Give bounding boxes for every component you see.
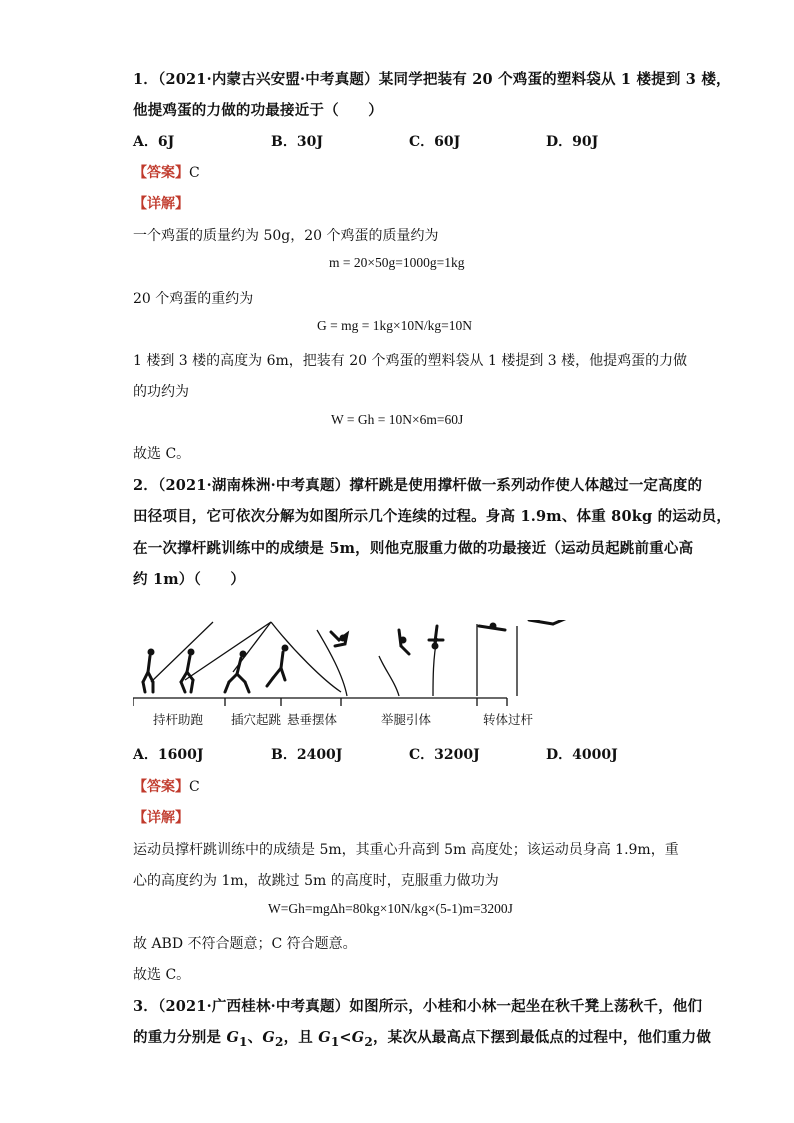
stage-label-take-off: 插穴起跳 [231,712,282,727]
q1-solution-line4: 的功约为 [133,384,189,400]
q1-option-d: D．90J [546,134,599,150]
q3-g2-sub: 2 [274,1034,284,1049]
stage-label-run-up: 持杆助跑 [153,712,204,727]
pole-vault-figure [133,620,573,732]
stage-label-turn-clear: 转体过杆 [483,712,534,727]
stage-label-hang-swing: 悬垂摆体 [287,712,338,727]
q2-equation-work: W=Gh=mgΔh=80kg×10N/kg×(5-1)m=3200J [268,901,513,916]
q3-sep: 、 [247,1029,263,1046]
q2-option-d: D．4000J [546,747,618,763]
q3-g2: G [262,1029,275,1046]
q3-g2-cmp: G [351,1029,365,1046]
q2-conclusion: 故选 C。 [133,967,191,983]
stage-label-leg-raise: 举腿引体 [381,712,432,727]
q3-stem-text-b: ，且 [283,1029,319,1046]
q1-equation-work: W = Gh = 10N×6m=60J [331,412,464,427]
q2-answer-value: C [189,779,200,795]
q2-solution-line2: 心的高度约为 1m，故跳过 5m 的高度时，克服重力做功为 [133,873,499,889]
q1-answer-value: C [189,165,200,181]
q3-stem-line2 [133,1026,711,1049]
q1-option-b: B．30J [271,134,323,150]
q1-detail-label: 【详解】 [133,196,189,212]
q1-solution-line3: 1 楼到 3 楼的高度为 6m，把装有 20 个鸡蛋的塑料袋从 1 楼提到 3 楼，他提鸡蛋的力做 [133,353,688,369]
q2-stem-line1: 2．（2021·湖南株洲·中考真题）撑杆跳是使用撑杆做一系列动作使人体越过一定高度的 [133,477,703,494]
q3-g1-cmp-sub: 1 [330,1034,340,1049]
q1-answer [133,162,200,182]
q1-equation-weight: G = mg = 1kg×10N/kg=10N [317,318,472,333]
q2-stem-line4: 约 1m）（ ） [133,571,246,588]
q1-equation-mass: m = 20×50g=1000g=1kg [329,255,465,270]
q2-stem-line3: 在一次撑杆跳训练中的成绩是 5m，则他克服重力做的功最接近（运动员起跳前重心高 [133,540,694,557]
q2-option-b: B．2400J [271,747,343,763]
q2-detail-label: 【详解】 [133,810,189,826]
q2-stem-line2: 田径项目，它可依次分解为如图所示几个连续的过程。身高 1.9m、体重 80kg 的运动员， [133,508,732,525]
q3-g1-cmp: G [318,1029,331,1046]
q2-option-a: A．1600J [133,747,204,763]
q1-solution-line2: 20 个鸡蛋的重约为 [133,291,254,307]
q1-option-a: A．6J [133,134,175,150]
q3-less-than: < [339,1029,352,1046]
q3-stem-line1: 3．（2021·广西桂林·中考真题）如图所示，小桂和小林一起坐在秋千凳上荡秋千，他们 [133,998,703,1015]
q2-solution-line3: 故 ABD 不符合题意；C 符合题意。 [133,936,357,952]
q3-g2-cmp-sub: 2 [364,1034,373,1049]
q1-solution-line1: 一个鸡蛋的质量约为 50g，20 个鸡蛋的质量约为 [133,228,439,244]
q1-conclusion: 故选 C。 [133,446,191,462]
q3-stem-text-a: 的重力分别是 [133,1029,227,1046]
q1-option-c: C．60J [409,134,461,150]
q2-answer [133,776,200,796]
q1-stem-line1: 1．（2021·内蒙古兴安盟·中考真题）某同学把装有 20 个鸡蛋的塑料袋从 1 楼提到 3 楼， [133,71,731,88]
answer-label: 【答案】 [133,165,189,181]
q3-g1-sub: 1 [239,1034,248,1049]
q3-stem-text-c: ，某次从最高点下摆到最低点的过程中，他们重力做 [372,1029,712,1046]
answer-label: 【答案】 [133,779,189,795]
q1-stem-line2: 他提鸡蛋的力做的功最接近于（ ） [133,102,383,119]
q2-option-c: C．3200J [409,747,480,763]
q2-solution-line1: 运动员撑杆跳训练中的成绩是 5m，其重心升高到 5m 高度处；该运动员身高 1.9m，重 [133,842,679,858]
q3-g1: G [226,1029,240,1046]
